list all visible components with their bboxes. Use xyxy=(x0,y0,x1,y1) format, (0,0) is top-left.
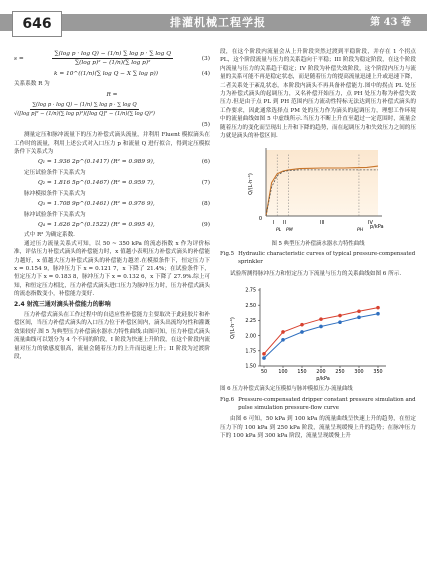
figure-5-ylabel: Q/(L·h⁻¹) xyxy=(248,173,254,196)
figure-5-xlabel: p/kPa xyxy=(370,224,384,231)
r2-note: 式中 R² 为确定系数. xyxy=(24,232,75,239)
label-pulse-sim: 脉冲模拟条件下关系式为 xyxy=(24,190,86,197)
eq3-denominator: ∑(log p)² − (1/n)(∑ log p)² xyxy=(74,60,151,67)
figure-6-point xyxy=(376,312,380,316)
figure-6-point xyxy=(262,356,266,360)
eq5-number-row xyxy=(14,121,210,129)
point-label-ph: PH xyxy=(357,228,364,234)
point-label-pm: PM xyxy=(286,228,293,234)
label-pulse-test: 脉冲试验条件下关系式为 xyxy=(24,211,86,218)
eq4-number: (4) xyxy=(201,70,210,77)
figure-6-point xyxy=(281,330,285,334)
figure-6-point xyxy=(357,316,361,320)
figure-6-point xyxy=(357,310,361,314)
figure-6-caption-en-label: Fig.6 xyxy=(220,397,235,404)
formula-7-body: Q₂ = 1.816 5p^(0.1467) (R² = 0.959 7), xyxy=(38,180,155,187)
formula-6-number: (6) xyxy=(201,159,210,166)
figure-6-ytick-label: 2.25 xyxy=(245,319,256,325)
figure-6-point xyxy=(319,317,323,321)
figure-6-caption-en xyxy=(220,397,416,412)
label-const-test: 定压试验条件下关系式为 xyxy=(24,169,86,176)
section-heading: 2.4 射流三通对滴头补偿能力的影响 xyxy=(14,300,111,308)
equation-3 xyxy=(14,50,210,68)
equation-4 xyxy=(14,70,210,78)
figure-6-xtick-label: 50 xyxy=(260,370,268,376)
page-number: 646 xyxy=(12,11,62,37)
equation-5-lhs: R = xyxy=(106,91,118,98)
left-column xyxy=(14,48,210,361)
eq4-body: k = 10^((1/n)(∑ log Q − X ∑ log p)) xyxy=(54,70,158,77)
formula-9-number: (9) xyxy=(201,221,210,228)
figure-6-point xyxy=(300,330,304,334)
figure-6-ytick-label: 1.75 xyxy=(245,349,256,355)
eq3-lhs: s = xyxy=(14,55,24,62)
formula-8-number: (8) xyxy=(201,201,210,208)
eq5-numerator: ∑(log p · log Q) − (1/n) ∑ log p · ∑ log Q xyxy=(30,101,138,110)
formula-9-body: Q₄ = 1.626 2p^(0.1522) (R² = 0.995 4), xyxy=(38,221,155,228)
formula-8-body: Q₃ = 1.708 9p^(0.1461) (R² = 0.976 9), xyxy=(38,201,155,208)
figure-5 xyxy=(220,144,416,266)
formula-6 xyxy=(14,158,210,166)
figure-6-ytick-label: 2.50 xyxy=(245,303,256,309)
paragraph-fig6-intro: 试验所测得脉冲压力和恒定压力下流量与压力的关系曲线如图 6 所示. xyxy=(230,270,402,277)
stage-label-2: II xyxy=(283,220,286,227)
eq3-numerator: ∑(log p · log Q) − (1/n) ∑ log p · ∑ log Q xyxy=(52,50,172,59)
figure-6-point xyxy=(376,306,380,310)
figure-5-plot-area xyxy=(266,150,378,216)
figure-6-point xyxy=(300,323,304,327)
figure-6-ylabel: Q/(L·h⁻¹) xyxy=(230,317,236,339)
stage-label-4: IV xyxy=(368,220,373,227)
figure-6-ytick-label: 2.75 xyxy=(245,288,256,294)
figure-6-point xyxy=(319,325,323,329)
figure-6 xyxy=(220,282,416,412)
formula-9 xyxy=(14,221,210,229)
figure-5-caption-en-text: Hydraulic characteristic curves of typical pressure-compensated sprinkler xyxy=(238,251,416,266)
figure-6-point xyxy=(338,314,342,318)
eq5-fraction xyxy=(14,101,155,119)
figure-6-xtick-label: 100 xyxy=(278,370,288,376)
equation-5 xyxy=(14,101,210,119)
figure-6-caption-cn-text: 图 6 压力补偿式滴头定压模拟与脉冲模拟压力-流量曲线 xyxy=(220,386,353,393)
figure-6-caption-en-text: Pressure-compensated dripper constant pressure simulation and pulse simulation pressure-flow curve xyxy=(238,397,416,411)
right-column xyxy=(220,48,416,440)
figure-5-origin: 0 xyxy=(258,216,262,223)
stage-label-1: I xyxy=(273,220,275,227)
figure-6-series-line-0 xyxy=(264,308,378,354)
formula-8 xyxy=(14,200,210,208)
eq3-number: (3) xyxy=(201,55,210,62)
formula-6-body: Q₁ = 1.936 2p^(0.1417) (R² = 0.989 9), xyxy=(38,159,155,166)
paragraph-fit: 测量定压和脉冲流量下的压力补偿式滴头流量，并利用 Fluent 模拟滴头在工作时的流量，利用上述公式对入口压力 p 和流量 Q 进行拟合，得到定压模拟条件下关系式为 xyxy=(14,132,210,156)
volume-label: 第 43 卷 xyxy=(370,17,411,28)
figure-6-xtick-label: 300 xyxy=(354,370,364,376)
figure-6-point xyxy=(338,320,342,324)
figure-6-point xyxy=(281,338,285,342)
page-header xyxy=(0,0,427,44)
eq5-denominator: √([log p]² − (1/n)(∑ log p)²)([log Q]² − (1/n)(∑ log Q)²) xyxy=(14,111,155,118)
figure-5-caption-en xyxy=(220,251,416,266)
figure-6-chart xyxy=(220,282,416,382)
stage-label-3: III xyxy=(320,220,325,227)
figure-5-caption-en-label: Fig.5 xyxy=(220,251,235,258)
paragraph-compensation: 压力补偿式滴头在工作过程中的自适应性补偿能力主要取决于此硅胶片和补偿区间，当压力补偿式滴头的入口压力位于补偿区间内，滴头出流均匀性和灌溉效果较好.图 5 为典型压力补偿滴水器水力特性曲线.由图可知，压力补偿式滴头流量曲线可以划分为 4 个不同的阶段，I 阶段为快速上升阶段，在这个阶段内流量对压力的敏感度很高，流量会随着压力的上升而迅速上升；II 阶段为过渡阶段， xyxy=(14,311,210,360)
figure-6-xtick-label: 200 xyxy=(316,370,326,376)
figure-5-caption-cn: 图 5 典型压力补偿滴水器水力特性曲线 xyxy=(271,240,365,247)
formula-7 xyxy=(14,179,210,187)
paragraph-flow-index: 通过压力流量关系式可知，以 50 ~ 350 kPa 的流态指数 x 作为评价标准，评估压力补偿式滴头的补偿能力时，x 值越小表明压力补偿式滴头的补偿能力越好，x 值越大压力补偿式滴头的补偿能力越差.在模拟条件下，恒定压力下 x = 0.154 9，脉冲压力下 x = 0.121 7，x 下降了 21.4%；在试验条件下，恒定压力下 x = 0.183 8，脉冲压力下 x = 0.132 6，x 下降了 27.9%.综上可知，和恒定压力相比，压力补偿式滴头进口压力为脉冲压力时，压力补偿式滴头的流态指数变小，补偿能力变好. xyxy=(14,240,211,298)
figure-5-chart xyxy=(220,144,416,236)
figure-6-ytick-label: 1.50 xyxy=(245,364,256,370)
figure-6-xtick-label: 250 xyxy=(335,370,345,376)
paragraph-fig6-analysis: 由图 6 可知，50 kPa 到 100 kPa 的流量曲线呈快速上升的趋势，在恒定压力下的 100 kPa 到 250 kPa 阶段，流量呈现缓慢上升的趋势；在脉冲压力下的 100 kPa 到 300 kPa 阶段，流量呈现缓慢上升 xyxy=(220,416,416,440)
figure-6-xtick-label: 150 xyxy=(297,370,307,376)
point-label-pl: PL xyxy=(276,228,282,234)
r-intro: 关系系数 R 为 xyxy=(14,81,50,88)
figure-6-xlabel: p/kPa xyxy=(316,376,330,383)
eq5-number: (5) xyxy=(201,121,210,128)
figure-6-ytick-label: 2.00 xyxy=(245,334,256,340)
formula-7-number: (7) xyxy=(201,180,210,187)
journal-title: 排灌机械工程学报 xyxy=(170,16,266,29)
figure-6-caption-cn xyxy=(220,386,416,394)
eq3-fraction xyxy=(52,50,172,68)
figure-6-point xyxy=(262,352,266,356)
paragraph-stages: 段，在这个阶段内流量会从上升阶段突然过渡到平稳阶段，并存在 1 个拐点 PL，这个阶段流量与压力的关系趋向于平稳；III 阶段为稳定阶段，在这个阶段内流量与压力的关系趋于稳定；IV 阶段为补偿失效阶段，这个阶段内压力与流量的关系可能不再是稳定状态，而是随着压力的提高流量迅速上升或迅速下降，二者关系处于紊乱状态，本阶段内滴头不再具备补偿能力.图中的拐点 PL 处压力为补偿式滴头的起调压力，又名补偿开始压力，点 PH 处压力称为补偿失效压力.但是由于点 PL 到 PH 范围内压力流动性特标无法达到压力补偿式滴头的工作要求，因此通常选择点 PM 处的压力作为滴头的起调压力，理想工作环境中的流量曲线如图 5 中虚线所示.当压力不断上升直至超过一定范围时，流量会随着压力的变化而呈现出上升和下降的趋势，而在起调压力和失效压力之间的压力就是滴头的补偿区间. xyxy=(220,49,416,140)
figure-6-xtick-label: 350 xyxy=(373,370,383,376)
